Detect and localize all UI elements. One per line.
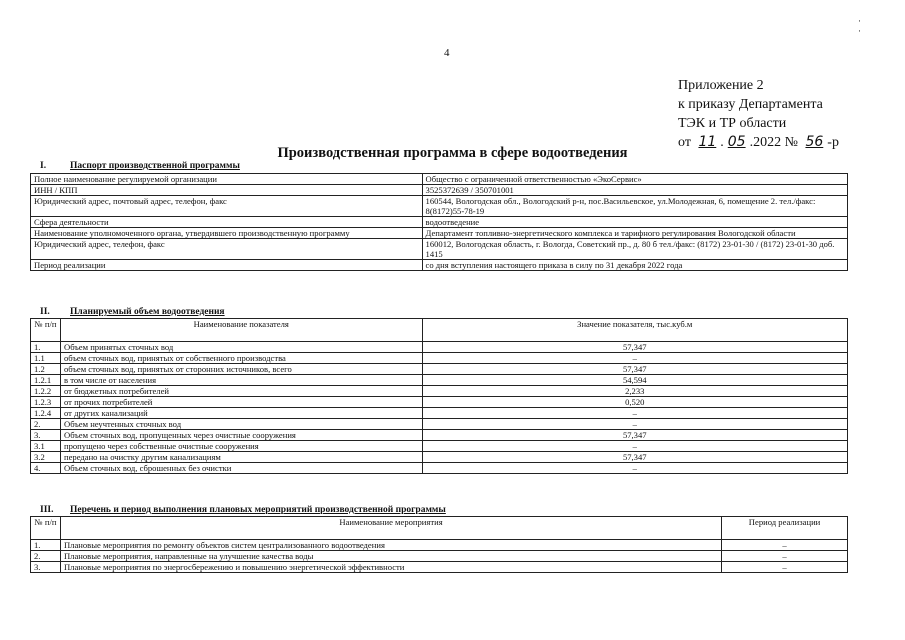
section-3-heading xyxy=(40,505,446,515)
section-1-heading xyxy=(40,161,240,171)
table-row xyxy=(31,353,848,364)
table-row xyxy=(31,551,848,562)
measures-header-num: № п/п xyxy=(31,517,61,540)
indicator-value: 2,233 xyxy=(422,386,847,397)
indicator-name: Объем неучтенных сточных вод xyxy=(60,419,422,430)
table-row xyxy=(31,419,848,430)
table-row xyxy=(31,452,848,463)
row-number: 1.2.4 xyxy=(31,408,61,419)
indicator-value: 54,594 xyxy=(422,375,847,386)
table-row xyxy=(31,228,848,239)
row-number: 1.2.1 xyxy=(31,375,61,386)
indicator-name: передано на очистку другим канализациям xyxy=(60,452,422,463)
table-row xyxy=(31,260,848,271)
indicator-name: объем сточных вод, принятых от сторонних источников, всего xyxy=(60,364,422,375)
indicator-value: 57,347 xyxy=(422,342,847,353)
indicator-name: Объем сточных вод, пропущенных через очистные сооружения xyxy=(60,430,422,441)
measure-name: Плановые мероприятия, направленные на улучшение качества воды xyxy=(60,551,721,562)
indicator-name: в том числе от населения xyxy=(60,375,422,386)
row-number: 3. xyxy=(31,430,61,441)
row-number: 3.1 xyxy=(31,441,61,452)
indicator-value: – xyxy=(422,463,847,474)
appendix-block xyxy=(678,76,839,152)
measures-header-period: Период реализации xyxy=(722,517,848,540)
measure-name: Плановые мероприятия по энергосбережению и повышению энергетической эффективности xyxy=(60,562,721,573)
appendix-line-1: Приложение 2 xyxy=(678,78,764,93)
indicator-value: – xyxy=(422,419,847,430)
row-number: 1. xyxy=(31,540,61,551)
table-row xyxy=(31,430,848,441)
passport-label: ИНН / КПП xyxy=(31,185,423,196)
row-number: 2. xyxy=(31,551,61,562)
table-row xyxy=(31,562,848,573)
table-row xyxy=(31,342,848,353)
appendix-line-2: к приказу Департамента xyxy=(678,97,823,112)
measures-header-name: Наименование мероприятия xyxy=(60,517,721,540)
indicator-name: Объем принятых сточных вод xyxy=(60,342,422,353)
table-row xyxy=(31,441,848,452)
section-1-number: I. xyxy=(40,161,47,171)
indicator-value: 0,520 xyxy=(422,397,847,408)
table-row xyxy=(31,397,848,408)
table-row xyxy=(31,196,848,217)
measures-table xyxy=(30,516,848,573)
passport-value: Департамент топливно-энергетического комплекса и тарифного регулирования Вологодской области xyxy=(422,228,847,239)
indicator-value: – xyxy=(422,441,847,452)
table-row xyxy=(31,174,848,185)
section-2-number: II. xyxy=(40,307,50,317)
measure-period: – xyxy=(722,540,848,551)
row-number: 1.2.3 xyxy=(31,397,61,408)
indicator-value: 57,347 xyxy=(422,430,847,441)
row-number: 3. xyxy=(31,562,61,573)
indicator-value: – xyxy=(422,353,847,364)
section-3-number: III. xyxy=(40,505,54,515)
document-title: Производственная программа в сфере водоотведения xyxy=(277,145,628,161)
passport-value: 3525372639 / 350701001 xyxy=(422,185,847,196)
appendix-line-3: ТЭК и ТР области xyxy=(678,116,787,131)
measures-table-body xyxy=(31,540,848,573)
indicator-name: Объем сточных вод, сброшенных без очистки xyxy=(60,463,422,474)
measure-name: Плановые мероприятия по ремонту объектов систем централизованного водоотведения xyxy=(60,540,721,551)
handwritten-month: 05 xyxy=(727,134,746,150)
row-number: 4. xyxy=(31,463,61,474)
handwritten-order-number: 56 xyxy=(805,134,824,150)
volume-header-num: № п/п xyxy=(31,319,61,342)
volume-table xyxy=(30,318,848,474)
appendix-date-line: от 11 . 05 .2022 № 56 -р xyxy=(678,134,839,150)
passport-value: 160012, Вологодская область, г. Вологда, Советский пр., д. 80 б тел./факс: (8172) 23-01-30 / (8172) 23-01-30 доб. 1415 xyxy=(422,239,847,260)
passport-label: Юридический адрес, телефон, факс xyxy=(31,239,423,260)
passport-value: водоотведение xyxy=(422,217,847,228)
passport-value: 160544, Вологодская обл., Вологодский р-н, пос.Васильевское, ул.Молодежная, 6, помещение 2. тел./факс: 8(8172)55-78-19 xyxy=(422,196,847,217)
table-row xyxy=(31,239,848,260)
row-number: 1.1 xyxy=(31,353,61,364)
volume-header-value: Значение показателя, тыс.куб.м xyxy=(422,319,847,342)
date-year: .2022 № xyxy=(749,135,798,150)
volume-table-body xyxy=(31,342,848,474)
indicator-name: от бюджетных потребителей xyxy=(60,386,422,397)
table-row xyxy=(31,540,848,551)
section-2-title: Планируемый объем водоотведения xyxy=(70,307,225,317)
table-row xyxy=(31,364,848,375)
row-number: 1. xyxy=(31,342,61,353)
table-row xyxy=(31,217,848,228)
table-row xyxy=(31,386,848,397)
table-row xyxy=(31,185,848,196)
passport-label: Полное наименование регулируемой организации xyxy=(31,174,423,185)
section-3-title: Перечень и период выполнения плановых мероприятий производственной программы xyxy=(70,505,446,515)
table-row xyxy=(31,375,848,386)
table-row xyxy=(31,463,848,474)
measure-period: – xyxy=(722,551,848,562)
row-number: 1.2 xyxy=(31,364,61,375)
passport-table xyxy=(30,173,848,271)
indicator-name: от других канализаций xyxy=(60,408,422,419)
indicator-value: 57,347 xyxy=(422,452,847,463)
passport-label: Наименование уполномоченного органа, утвердившего производственную программу xyxy=(31,228,423,239)
passport-label: Сфера деятельности xyxy=(31,217,423,228)
section-1-title: Паспорт производственной программы xyxy=(70,161,240,171)
indicator-name: от прочих потребителей xyxy=(60,397,422,408)
corner-marks: · · xyxy=(858,16,875,36)
section-2-heading xyxy=(40,307,225,317)
row-number: 1.2.2 xyxy=(31,386,61,397)
row-number: 3.2 xyxy=(31,452,61,463)
passport-value: Общество с ограниченной ответственностью «ЭкоСервис» xyxy=(422,174,847,185)
indicator-value: – xyxy=(422,408,847,419)
measure-period: – xyxy=(722,562,848,573)
indicator-name: объем сточных вод, принятых от собственного производства xyxy=(60,353,422,364)
indicator-name: пропущено через собственные очистные сооружения xyxy=(60,441,422,452)
date-prefix: от xyxy=(678,135,691,150)
passport-value: со дня вступления настоящего приказа в силу по 31 декабря 2022 года xyxy=(422,260,847,271)
volume-header-name: Наименование показателя xyxy=(60,319,422,342)
indicator-value: 57,347 xyxy=(422,364,847,375)
page-number: 4 xyxy=(444,47,450,59)
passport-label: Период реализации xyxy=(31,260,423,271)
passport-table-body xyxy=(31,174,848,271)
table-row xyxy=(31,408,848,419)
handwritten-day: 11 xyxy=(698,134,717,150)
order-suffix: -р xyxy=(827,135,839,150)
row-number: 2. xyxy=(31,419,61,430)
passport-label: Юридический адрес, почтовый адрес, телефон, факс xyxy=(31,196,423,217)
